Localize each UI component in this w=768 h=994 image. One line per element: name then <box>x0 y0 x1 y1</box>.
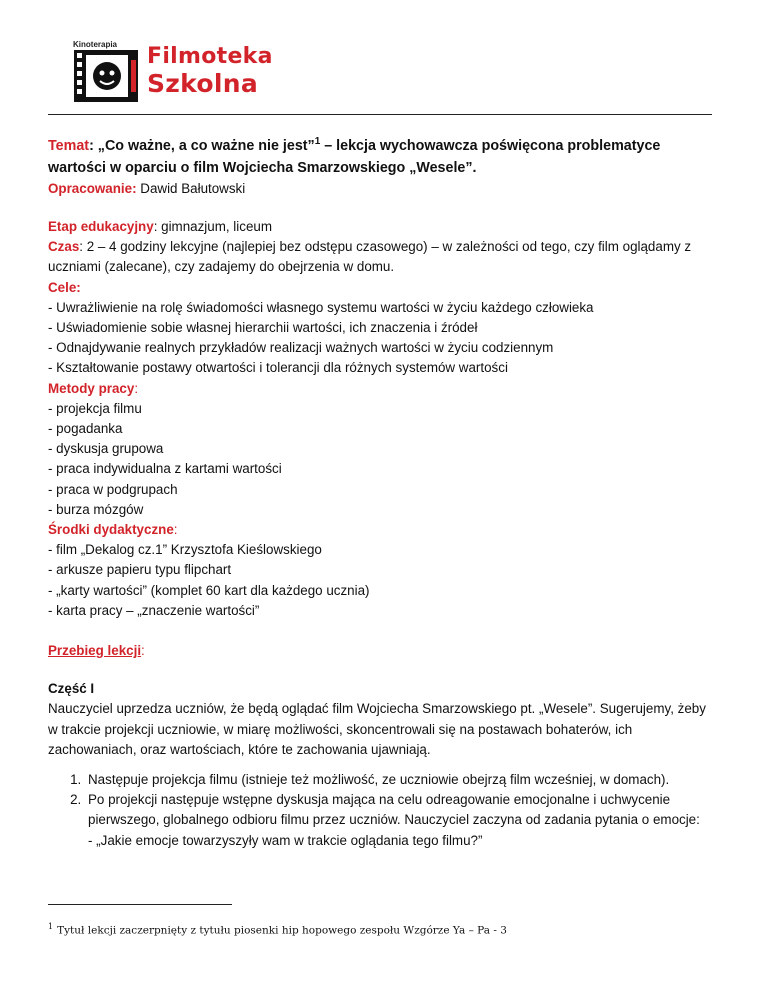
srodki-item: - karta pracy – „znaczenie wartości” <box>48 602 260 618</box>
srodki-colon: : <box>173 522 178 538</box>
etap-value: : gimnazjum, liceum <box>153 218 273 234</box>
title-text: : „Co ważne, a co ważne nie jest” <box>89 137 315 154</box>
logo-word-szkolna: Szkolna <box>147 69 259 98</box>
header-divider <box>48 114 712 115</box>
czesc-title: Część I <box>48 681 95 697</box>
czesc-intro: Nauczyciel uprzedza uczniów, że będą oglądać film Wojciecha Smarzowskiego pt. „Wesele”. Sugerujemy, żeby w trakcie projekcji uczniowie, w miarę możliwości, skoncentrowali się na postawach bohaterów, ich zachowaniach, oraz wartościach, które te zachowania ujawniają. <box>48 701 706 757</box>
etap-label: Etap edukacyjny <box>48 218 154 234</box>
cele-item: - Uświadomienie sobie własnej hierarchii wartości, ich znaczenia i źródeł <box>48 319 478 335</box>
logo-word-filmoteka: Filmoteka <box>147 44 273 69</box>
przebieg-label: Przebieg lekcji <box>48 643 142 659</box>
document-body <box>48 131 716 851</box>
step-text: Następuje projekcja filmu (istnieje też możliwość, ze uczniowie obejrzą film wcześniej, w domach). <box>88 772 670 788</box>
title-label: Temat <box>48 137 90 154</box>
cele-heading: Cele: <box>48 279 81 295</box>
footnote <box>48 922 507 937</box>
metody-item: - dyskusja grupowa <box>48 441 164 457</box>
czas-label: Czas <box>48 239 80 255</box>
cele-item: - Kształtowanie postawy otwartości i tolerancji dla różnych systemów wartości <box>48 360 508 376</box>
author-name: Dawid Bałutowski <box>136 180 246 196</box>
author-line <box>48 179 716 199</box>
steps-list <box>48 770 716 851</box>
srodki-item: - arkusze papieru typu flipchart <box>48 562 232 578</box>
metody-item: - pogadanka <box>48 421 123 436</box>
metody-label: Metody pracy <box>48 380 135 396</box>
step-item <box>85 770 716 790</box>
srodki-label: Środki dydaktyczne <box>48 522 174 538</box>
cele-item: - Uwrażliwienie na rolę świadomości własnego systemu wartości w życiu każdego człowieka <box>48 299 594 315</box>
footnote-divider <box>48 904 232 905</box>
logo-caption: Kinoterapia <box>73 40 118 49</box>
metody-item: - praca w podgrupach <box>48 481 178 497</box>
przebieg-heading <box>48 641 716 661</box>
footnote-text: Tytuł lekcji zaczerpnięty z tytułu piosenki hip hopowego zespołu Wzgórze Ya – Pa - 3 <box>57 924 507 937</box>
czas-value: : 2 – 4 godziny lekcyjne (najlepiej bez odstępu czasowego) – w zależności od tego, czy film oglądamy z uczniami (zalecane), czy zadajemy do obejrzenia w domu. <box>48 239 692 275</box>
metody-item: - burza mózgów <box>48 501 144 517</box>
srodki-item: - „karty wartości” (komplet 60 kart dla każdego ucznia) <box>48 582 370 598</box>
filmoteka-szkolna-logo <box>73 40 293 102</box>
srodki-item: - film „Dekalog cz.1” Krzysztofa Kieślowskiego <box>48 542 322 558</box>
metody-colon: : <box>134 380 139 396</box>
footnote-number: 1 <box>48 922 54 931</box>
srodki-heading <box>48 520 716 540</box>
step-question: - „Jakie emocje towarzyszyły wam w trakcie oglądania tego filmu?” <box>88 832 483 848</box>
film-frame-face-icon <box>74 50 138 102</box>
title-text-rest: – lekcja wychowawcza poświęcona problematyce wartości w oparciu o film Wojciecha Smarzowskiego „Wesele”. <box>48 137 661 176</box>
etap-line <box>48 217 716 237</box>
step-text: Po projekcji następuje wstępne dyskusja mająca na celu odreagowanie emocjonalne i uchwycenie pierwszego, globalnego odbioru filmu przez uczniów. Nauczyciel zaczyna od zadania pytania o emocje: <box>88 792 700 828</box>
metody-heading <box>48 379 716 399</box>
footnote-ref: 1 <box>314 136 321 147</box>
metody-item: - praca indywidualna z kartami wartości <box>48 461 282 477</box>
przebieg-colon: : <box>141 643 145 659</box>
author-label: Opracowanie: <box>48 180 137 196</box>
step-item <box>85 790 716 851</box>
czas-line <box>48 237 716 277</box>
cele-item: - Odnajdywanie realnych przykładów realizacji ważnych wartości w życiu codziennym <box>48 340 554 356</box>
metody-item: - projekcja filmu <box>48 400 142 416</box>
lesson-title <box>48 131 716 179</box>
